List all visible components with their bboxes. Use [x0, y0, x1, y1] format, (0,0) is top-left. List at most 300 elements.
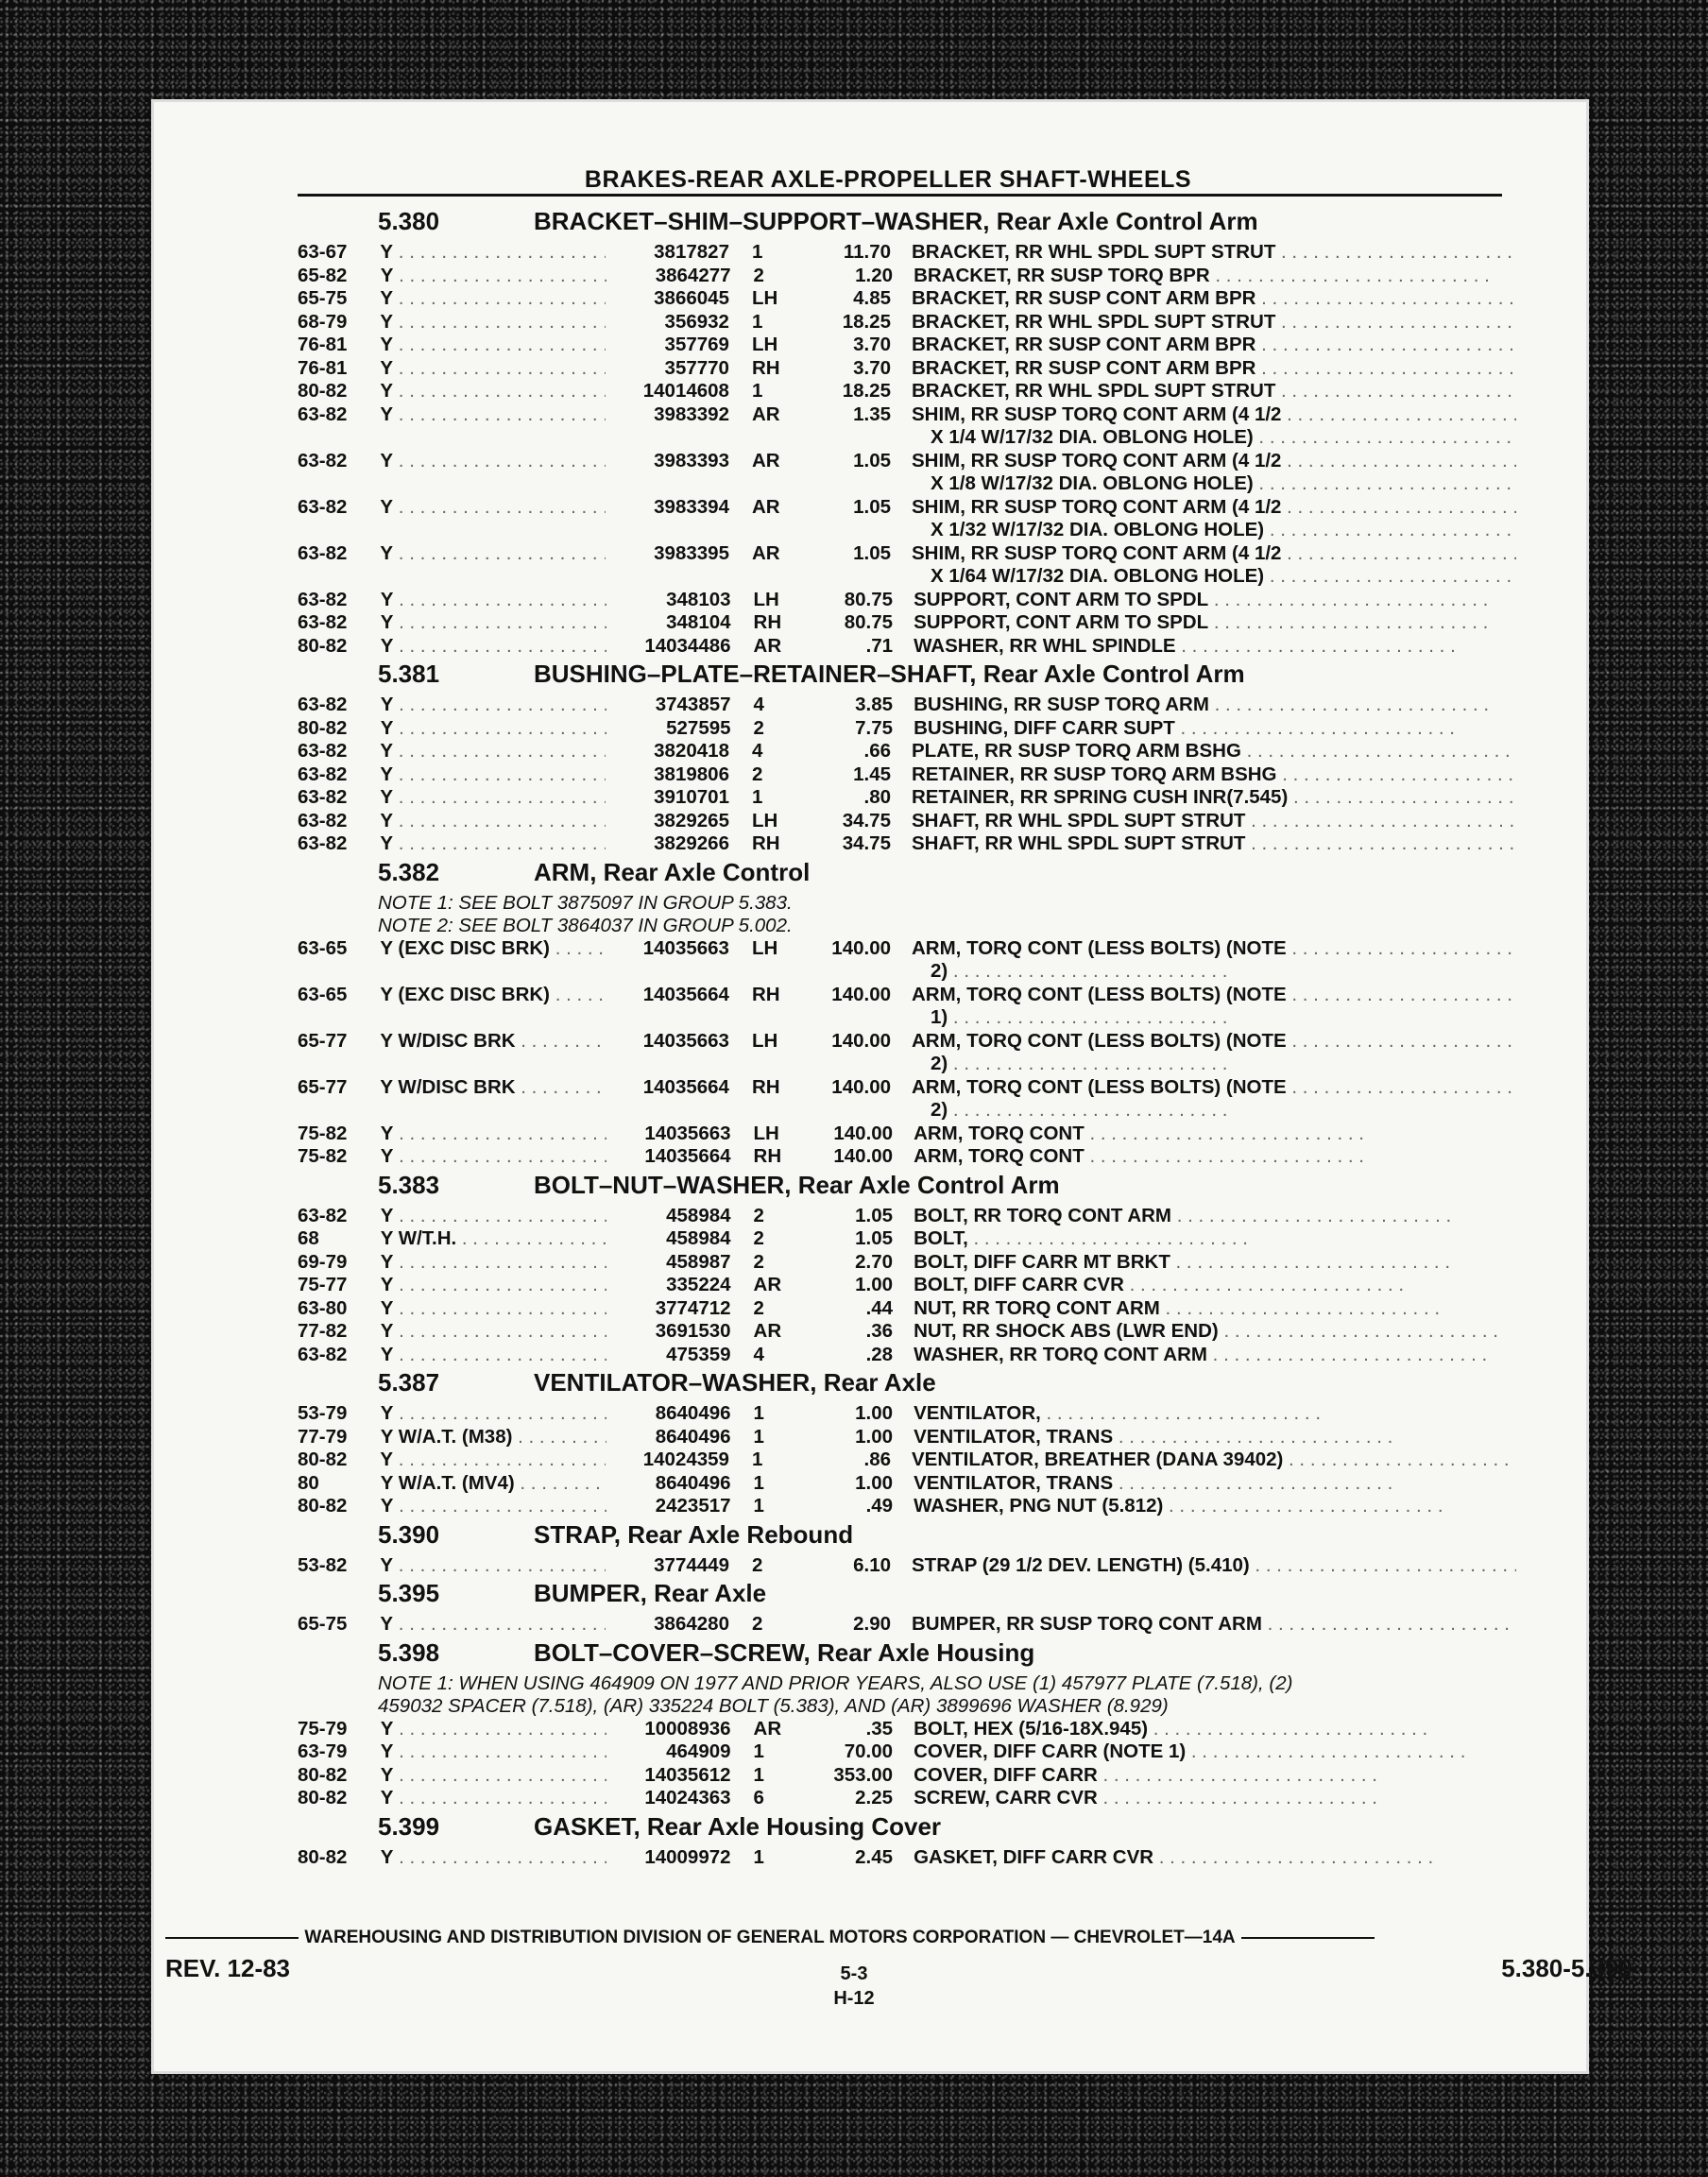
price: 1.05 [853, 449, 891, 471]
price: 2.45 [855, 1845, 894, 1868]
part-row [298, 496, 1516, 542]
description-line: SHIM, RR SUSP TORQ CONT ARM (4 1/2 . . . [912, 496, 1516, 520]
quantity: AR [753, 634, 782, 657]
part-row [298, 1297, 1516, 1321]
description-line: SHIM, RR SUSP TORQ CONT ARM (4 1/2 . . . [912, 450, 1516, 473]
description-line: STRAP (29 1/2 DEV. LENGTH) (5.410) . . . [912, 1554, 1516, 1578]
model-years: 63-82 [298, 1204, 348, 1226]
quantity: 1 [753, 1425, 764, 1448]
part-row [298, 1205, 1516, 1228]
quantity: LH [751, 1029, 778, 1052]
application: Y . . . [381, 265, 606, 288]
model-years: 63-82 [298, 694, 348, 715]
application: Y W/DISC BRK . . . [380, 1076, 605, 1100]
quantity: RH [751, 356, 780, 379]
quantity: AR [751, 449, 780, 471]
part-number: 14035664 [642, 983, 729, 1005]
part-number: 3819806 [654, 763, 729, 785]
model-years: 80-82 [298, 716, 348, 739]
price: 2.70 [855, 1250, 894, 1273]
model-years: 63-82 [298, 449, 348, 471]
quantity: 1 [751, 786, 763, 808]
description [891, 334, 1516, 357]
part-row [298, 1426, 1516, 1449]
quantity: 1 [753, 1763, 764, 1786]
section-block [298, 1579, 1516, 1637]
part-row [298, 1320, 1516, 1344]
description [893, 1426, 1516, 1449]
model-years: 63-65 [298, 983, 348, 1005]
page-number-secondary: H-12 [833, 1988, 875, 2009]
price: 1.20 [855, 264, 894, 286]
page-title: BRAKES-REAR AXLE-PROPELLER SHAFT-WHEELS [584, 166, 1192, 193]
page-number-block [0, 1962, 1708, 2011]
price: 6.10 [853, 1553, 891, 1576]
model-years: 80-82 [298, 1845, 348, 1868]
quantity: 2 [751, 1553, 763, 1576]
part-row [298, 589, 1516, 612]
quantity: 2 [753, 264, 764, 286]
application: Y (EXC DISC BRK) . . . [380, 984, 605, 1007]
part-number: 3829265 [654, 809, 729, 831]
application: Y W/T.H. . . . [381, 1227, 606, 1251]
application: Y . . . [381, 1205, 606, 1228]
section-title: STRAP, Rear Axle Rebound [534, 1519, 854, 1549]
description [891, 357, 1516, 381]
price: 1.05 [853, 541, 891, 564]
part-number: 357770 [664, 356, 729, 379]
section-title: BRACKET–SHIM–SUPPORT–WASHER, Rear Axle Control Arm [534, 207, 1258, 235]
footer-rule-left [165, 1937, 299, 1939]
section-header [298, 207, 1516, 241]
part-row [298, 1123, 1516, 1146]
part-number: 14035612 [644, 1763, 731, 1786]
part-number: 3983394 [654, 495, 729, 518]
application: Y . . . [380, 334, 605, 357]
description-line: BRACKET, RR WHL SPDL SUPT STRUT . . . [912, 380, 1516, 403]
description-line: ARM, TORQ CONT . . . [914, 1123, 1516, 1146]
description-line: WASHER, RR WHL SPINDLE . . . [914, 635, 1516, 659]
model-years: 63-82 [298, 1343, 348, 1365]
description-line: BRACKET, RR SUSP CONT ARM BPR . . . [912, 334, 1516, 357]
quantity: 1 [751, 1448, 763, 1470]
description [893, 1274, 1516, 1297]
price: 80.75 [844, 611, 894, 633]
model-years: 65-75 [298, 287, 348, 309]
description [891, 984, 1516, 1030]
part-row [298, 450, 1516, 496]
application: Y . . . [380, 542, 605, 566]
description [893, 1344, 1516, 1367]
price: 140.00 [831, 1075, 891, 1098]
part-number: 8640496 [655, 1402, 731, 1424]
description [891, 287, 1516, 311]
part-number: 14035663 [642, 936, 729, 959]
part-number: 14034486 [644, 634, 731, 657]
quantity: 1 [753, 1740, 764, 1762]
application: Y . . . [380, 380, 605, 403]
part-number: 3983392 [654, 403, 729, 425]
description [893, 611, 1516, 635]
price: 1.05 [855, 1227, 894, 1249]
description-line: BUMPER, RR SUSP TORQ CONT ARM . . . [912, 1613, 1516, 1637]
description [893, 1123, 1516, 1146]
part-row [298, 1448, 1516, 1472]
model-years: 63-79 [298, 1740, 348, 1762]
quantity: LH [751, 287, 778, 309]
model-years: 65-77 [298, 1075, 348, 1098]
description [893, 1227, 1516, 1251]
part-number: 3910701 [654, 786, 729, 808]
section-block [298, 1812, 1516, 1870]
description [891, 937, 1516, 984]
price: 353.00 [833, 1763, 894, 1786]
application: Y . . . [380, 832, 605, 856]
part-row [298, 694, 1516, 717]
part-number: 3774712 [655, 1296, 731, 1319]
quantity: 1 [751, 310, 763, 333]
application: Y . . . [381, 1718, 606, 1741]
quantity: AR [751, 495, 780, 518]
part-row [298, 832, 1516, 856]
part-number: 3774449 [654, 1553, 729, 1576]
application: Y . . . [380, 450, 605, 473]
price: 1.00 [855, 1274, 894, 1295]
application: Y . . . [380, 1613, 605, 1637]
application: Y . . . [380, 357, 605, 381]
model-years: 80 [298, 1471, 319, 1494]
part-number: 14035663 [642, 1029, 729, 1052]
price: 3.85 [855, 694, 894, 715]
part-number: 3820418 [654, 740, 729, 762]
application: Y . . . [380, 311, 605, 334]
section-number: 5.395 [378, 1579, 440, 1607]
description-line: COVER, DIFF CARR (NOTE 1) . . . [914, 1740, 1516, 1764]
section-note: 459032 SPACER (7.518), (AR) 335224 BOLT (5.383), AND (AR) 3899696 WASHER (8.929) [378, 1694, 1169, 1717]
description [893, 1145, 1516, 1169]
application: Y . . . [381, 635, 606, 659]
description [891, 810, 1516, 833]
section-number: 5.390 [378, 1519, 440, 1549]
description-line: BOLT, . . . [914, 1227, 1516, 1251]
price: 1.45 [853, 763, 891, 785]
model-years: 63-80 [298, 1296, 348, 1319]
section-number: 5.383 [378, 1170, 440, 1199]
application: Y . . . [381, 1402, 606, 1426]
price: 34.75 [842, 809, 891, 831]
price: 140.00 [831, 983, 891, 1005]
part-number: 458984 [666, 1204, 731, 1226]
part-row [298, 357, 1516, 381]
part-number: 3691530 [655, 1320, 731, 1342]
application: Y . . . [381, 611, 606, 635]
application: Y . . . [380, 740, 605, 763]
section-block [298, 1638, 1516, 1810]
part-row [298, 287, 1516, 311]
description-line: X 1/4 W/17/32 DIA. OBLONG HOLE) . . . [912, 426, 1516, 450]
price: 1.05 [855, 1204, 894, 1226]
description [893, 717, 1516, 741]
model-years: 75-79 [298, 1717, 348, 1740]
description-line: VENTILATOR, BREATHER (DANA 39402) . . . [912, 1448, 1516, 1472]
application: Y . . . [381, 1495, 606, 1518]
quantity: AR [753, 1320, 782, 1342]
model-years: 68 [298, 1227, 319, 1249]
part-number: 458984 [666, 1227, 731, 1249]
model-years: 80-82 [298, 380, 348, 402]
model-years: 80-82 [298, 1495, 348, 1517]
description-line: X 1/8 W/17/32 DIA. OBLONG HOLE) . . . [912, 472, 1516, 496]
model-years: 77-82 [298, 1320, 348, 1342]
description-line: SUPPORT, CONT ARM TO SPDL . . . [914, 589, 1516, 612]
price: 140.00 [831, 936, 891, 959]
section-header [298, 1812, 1516, 1846]
price: 140.00 [831, 1029, 891, 1052]
section-title: ARM, Rear Axle Control [534, 857, 811, 886]
part-row [298, 1554, 1516, 1578]
model-years: 80-82 [298, 1448, 348, 1470]
quantity: 2 [753, 1250, 764, 1273]
price: 4.85 [853, 287, 891, 309]
part-number: 14024359 [642, 1448, 729, 1470]
part-row [298, 786, 1516, 810]
application: Y . . . [381, 1740, 606, 1764]
price: 3.70 [853, 356, 891, 379]
description [893, 694, 1516, 717]
model-years: 63-65 [298, 936, 348, 959]
price: 1.00 [855, 1402, 894, 1424]
part-number: 357769 [664, 334, 729, 355]
description [891, 1030, 1516, 1076]
part-number: 14009972 [644, 1845, 731, 1868]
description-line: SUPPORT, CONT ARM TO SPDL . . . [914, 611, 1516, 635]
description-line: SHIM, RR SUSP TORQ CONT ARM (4 1/2 . . . [912, 542, 1516, 566]
quantity: 4 [753, 1343, 764, 1365]
description-line: ARM, TORQ CONT (LESS BOLTS) (NOTE . . . [912, 937, 1516, 961]
model-years: 77-79 [298, 1425, 348, 1448]
model-years: 63-82 [298, 740, 348, 762]
section-range: 5.380-5.399 [1501, 1954, 1632, 1982]
section-title: BUSHING–PLATE–RETAINER–SHAFT, Rear Axle Control Arm [534, 660, 1245, 688]
model-years: 63-82 [298, 809, 348, 831]
application: Y W/DISC BRK . . . [380, 1030, 605, 1054]
description-line: ARM, TORQ CONT . . . [914, 1145, 1516, 1169]
part-number: 14024363 [644, 1787, 731, 1808]
revision-label: REV. 12-83 [165, 1954, 291, 1982]
model-years: 63-82 [298, 611, 348, 633]
page-number: 5-3 [840, 1963, 868, 1984]
description [893, 1740, 1516, 1764]
section-header [298, 1368, 1516, 1402]
model-years: 65-75 [298, 1613, 348, 1635]
section-note: NOTE 1: WHEN USING 464909 ON 1977 AND PRIOR YEARS, ALSO USE (1) 457977 PLATE (7.518), (2) [378, 1671, 1293, 1694]
model-years: 63-82 [298, 403, 348, 425]
application: Y W/A.T. (M38) . . . [381, 1426, 606, 1449]
application: Y . . . [381, 694, 606, 717]
description [891, 311, 1516, 334]
part-row [298, 1030, 1516, 1076]
section-header [298, 1579, 1516, 1613]
footer-rule-right [1241, 1937, 1375, 1939]
model-years: 69-79 [298, 1250, 348, 1273]
section-number: 5.398 [378, 1637, 440, 1667]
description [893, 1718, 1516, 1741]
model-years: 80-82 [298, 1787, 348, 1808]
description [893, 1846, 1516, 1870]
application: Y . . . [380, 1448, 605, 1472]
quantity: 2 [753, 1227, 764, 1249]
model-years: 65-82 [298, 264, 348, 286]
application: Y . . . [380, 403, 605, 427]
description [891, 1448, 1516, 1472]
description [891, 740, 1516, 763]
price: 140.00 [833, 1145, 894, 1167]
model-years: 80-82 [298, 1763, 348, 1786]
model-years: 63-82 [298, 588, 348, 610]
price: .35 [865, 1717, 894, 1740]
application: Y W/A.T. (MV4) . . . [381, 1472, 606, 1496]
section-number: 5.399 [378, 1811, 440, 1841]
description-line: SCREW, CARR CVR . . . [914, 1787, 1516, 1810]
part-number: 3829266 [654, 832, 729, 854]
application: Y . . . [380, 496, 605, 520]
description-line: BRACKET, RR WHL SPDL SUPT STRUT . . . [912, 311, 1516, 334]
quantity: AR [753, 1717, 782, 1740]
price: .28 [865, 1343, 894, 1365]
section-block [298, 1171, 1516, 1367]
model-years: 63-82 [298, 495, 348, 518]
part-row [298, 403, 1516, 450]
quantity: 1 [753, 1402, 764, 1424]
part-row [298, 1787, 1516, 1810]
part-row [298, 1718, 1516, 1741]
description-line: BRACKET, RR SUSP TORQ BPR . . . [914, 265, 1516, 288]
part-number: 3983395 [654, 541, 729, 564]
part-row [298, 1764, 1516, 1788]
price: .66 [863, 740, 891, 762]
description [891, 1076, 1516, 1123]
model-years: 75-82 [298, 1122, 348, 1144]
price: 1.35 [853, 403, 891, 425]
application: Y . . . [380, 287, 605, 311]
price: .71 [865, 634, 894, 657]
section-number: 5.387 [378, 1368, 440, 1397]
section-title: VENTILATOR–WASHER, Rear Axle [534, 1368, 936, 1397]
description [893, 635, 1516, 659]
price: .49 [865, 1495, 894, 1517]
application: Y . . . [380, 763, 605, 787]
description-line: COVER, DIFF CARR . . . [914, 1764, 1516, 1788]
description-line: VENTILATOR, TRANS . . . [914, 1472, 1516, 1496]
part-number: 348103 [666, 588, 731, 610]
part-row [298, 311, 1516, 334]
part-number: 14014608 [642, 380, 729, 402]
description-line: SHAFT, RR WHL SPDL SUPT STRUT . . . [912, 832, 1516, 856]
part-number: 348104 [666, 611, 731, 633]
title-rule [298, 194, 1502, 197]
description [893, 1495, 1516, 1518]
quantity: 6 [753, 1787, 764, 1808]
description-line: BOLT, DIFF CARR CVR . . . [914, 1274, 1516, 1297]
price: 1.00 [855, 1471, 894, 1494]
description [893, 589, 1516, 612]
description [891, 1613, 1516, 1637]
description-line: ARM, TORQ CONT (LESS BOLTS) (NOTE . . . [912, 1076, 1516, 1100]
part-row [298, 1472, 1516, 1496]
description-line: BRACKET, RR SUSP CONT ARM BPR . . . [912, 287, 1516, 311]
model-years: 75-82 [298, 1145, 348, 1167]
application: Y . . . [381, 717, 606, 741]
quantity: 1 [753, 1845, 764, 1868]
price: .86 [863, 1448, 891, 1470]
section-header [298, 1520, 1516, 1554]
quantity: LH [751, 936, 778, 959]
part-row [298, 1227, 1516, 1251]
description-line: BRACKET, RR SUSP CONT ARM BPR . . . [912, 357, 1516, 381]
part-number: 3817827 [654, 241, 729, 263]
section-note: NOTE 2: SEE BOLT 3864037 IN GROUP 5.002. [378, 914, 793, 936]
model-years: 53-79 [298, 1402, 348, 1424]
quantity: 2 [753, 716, 764, 739]
model-years: 68-79 [298, 310, 348, 333]
section-header [298, 1171, 1516, 1205]
model-years: 63-82 [298, 763, 348, 785]
description-line: SHAFT, RR WHL SPDL SUPT STRUT . . . [912, 810, 1516, 833]
description [893, 1205, 1516, 1228]
section-title: BUMPER, Rear Axle [534, 1579, 767, 1607]
description [891, 1554, 1516, 1578]
part-number: 3864277 [655, 264, 731, 286]
application: Y . . . [381, 1344, 606, 1367]
price: 1.00 [855, 1425, 894, 1448]
price: 2.25 [855, 1787, 894, 1808]
description-line: X 1/32 W/17/32 DIA. OBLONG HOLE) . . . [912, 519, 1516, 542]
description-line: WASHER, PNG NUT (5.812) . . . [914, 1495, 1516, 1518]
part-number: 475359 [666, 1343, 731, 1365]
quantity: AR [751, 541, 780, 564]
section-block [298, 858, 1516, 1169]
description-line: VENTILATOR, . . . [914, 1402, 1516, 1426]
quantity: RH [753, 1145, 782, 1167]
application: Y . . . [380, 241, 605, 265]
description-line: 1) . . . [912, 1006, 1516, 1030]
price: .80 [863, 786, 891, 808]
quantity: RH [753, 611, 782, 633]
part-row [298, 334, 1516, 357]
section-note: NOTE 1: SEE BOLT 3875097 IN GROUP 5.383. [378, 891, 793, 914]
description [893, 1402, 1516, 1426]
part-row [298, 1740, 1516, 1764]
quantity: AR [753, 1274, 782, 1295]
price: 3.70 [853, 334, 891, 355]
part-row [298, 241, 1516, 265]
description-line: ARM, TORQ CONT (LESS BOLTS) (NOTE . . . [912, 984, 1516, 1007]
section-title: BOLT–NUT–WASHER, Rear Axle Control Arm [534, 1170, 1060, 1199]
part-row [298, 810, 1516, 833]
section-number: 5.381 [378, 660, 440, 688]
quantity: 1 [753, 1471, 764, 1494]
section-number: 5.382 [378, 857, 440, 886]
part-row [298, 937, 1516, 984]
application: Y . . . [380, 810, 605, 833]
price: 34.75 [842, 832, 891, 854]
section-block [298, 207, 1516, 658]
application: Y . . . [381, 1274, 606, 1297]
price: .36 [865, 1320, 894, 1342]
part-row [298, 1402, 1516, 1426]
description-line: BOLT, RR TORQ CONT ARM . . . [914, 1205, 1516, 1228]
description [893, 1251, 1516, 1275]
